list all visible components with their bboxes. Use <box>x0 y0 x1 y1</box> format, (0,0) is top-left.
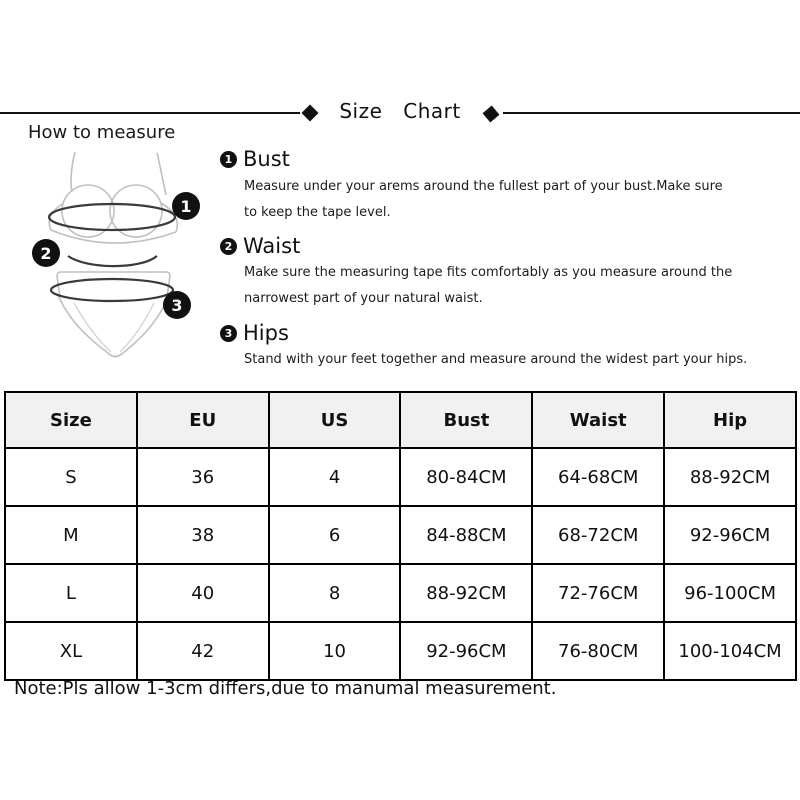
table-row-l <box>5 564 796 622</box>
badge-3-icon <box>163 291 191 319</box>
table-cell: 10 <box>269 622 401 680</box>
page-title: Size Chart <box>339 99 461 123</box>
waist-description <box>244 260 732 312</box>
how-to-measure-heading: How to measure <box>28 122 176 143</box>
hips-description <box>244 347 747 373</box>
column-header-bust: Bust <box>400 392 532 448</box>
column-header-hip: Hip <box>664 392 796 448</box>
table-cell: 76-80CM <box>532 622 664 680</box>
hips-description-line: Stand with your feet together and measure around the widest part your hips. <box>244 352 748 367</box>
table-cell: 72-76CM <box>532 564 664 622</box>
note-text: Note:Pls allow 1-3cm differs,due to manumal measurement. <box>14 678 557 699</box>
table-cell: 92-96CM <box>664 506 796 564</box>
hips-section-heading <box>220 320 289 346</box>
table-cell: 88-92CM <box>664 448 796 506</box>
column-header-size: Size <box>5 392 137 448</box>
table-row-m <box>5 506 796 564</box>
table-cell: XL <box>5 622 137 680</box>
bottom-outline <box>123 295 169 353</box>
bust-description-line: Measure under your arems around the fullest part of your bust.Make sure <box>244 179 723 194</box>
waist-tape-line <box>68 256 157 266</box>
table-cell: 42 <box>137 622 269 680</box>
bust-number-badge-icon: 1 <box>220 151 237 168</box>
column-header-us: US <box>269 392 401 448</box>
table-cell: 4 <box>269 448 401 506</box>
bust-section-heading <box>220 146 290 172</box>
table-cell: 96-100CM <box>664 564 796 622</box>
table-cell: 68-72CM <box>532 506 664 564</box>
hips-heading-label: Hips <box>243 321 289 345</box>
waist-number-badge-icon: 2 <box>220 238 237 255</box>
column-header-eu: EU <box>137 392 269 448</box>
bust-heading-label: Bust <box>243 147 290 171</box>
badge-1-icon <box>172 192 200 220</box>
svg-text:1: 1 <box>180 197 192 216</box>
svg-text:2: 2 <box>40 244 52 263</box>
svg-text:3: 3 <box>171 296 183 315</box>
hips-number-badge-icon: 3 <box>220 325 237 342</box>
table-cell: 100-104CM <box>664 622 796 680</box>
table-cell: 38 <box>137 506 269 564</box>
bottom-outline <box>108 353 123 357</box>
table-cell: S <box>5 448 137 506</box>
table-cell: 88-92CM <box>400 564 532 622</box>
hip-tape-line <box>51 279 173 301</box>
bottom-band-outline <box>57 272 170 297</box>
bra-strap-line <box>157 153 166 195</box>
waist-description-line: narrowest part of your natural waist. <box>244 291 483 306</box>
table-cell: 36 <box>137 448 269 506</box>
bust-description <box>244 174 723 226</box>
header-divider-line <box>503 112 800 114</box>
table-cell: M <box>5 506 137 564</box>
table-cell: 40 <box>137 564 269 622</box>
size-table-header-row <box>5 392 796 448</box>
size-table <box>4 391 797 681</box>
bra-strap-line <box>71 152 75 192</box>
diamond-icon <box>483 106 500 123</box>
badge-2-icon <box>32 239 60 267</box>
waist-description-line: Make sure the measuring tape fits comfortably as you measure around the <box>244 265 733 280</box>
table-cell: 80-84CM <box>400 448 532 506</box>
column-header-waist: Waist <box>532 392 664 448</box>
table-cell: 6 <box>269 506 401 564</box>
table-cell: 92-96CM <box>400 622 532 680</box>
table-cell: 8 <box>269 564 401 622</box>
table-cell: 64-68CM <box>532 448 664 506</box>
table-cell: 84-88CM <box>400 506 532 564</box>
waist-section-heading <box>220 233 300 259</box>
bust-tape-line <box>49 204 175 230</box>
table-row-s <box>5 448 796 506</box>
table-row-xl <box>5 622 796 680</box>
bottom-outline <box>58 295 108 353</box>
header-divider-line <box>0 112 300 114</box>
table-cell: L <box>5 564 137 622</box>
measurement-illustration <box>20 145 225 385</box>
bra-band-line <box>51 230 176 243</box>
bust-description-line: to keep the tape level. <box>244 205 391 220</box>
diamond-icon <box>302 105 319 122</box>
waist-heading-label: Waist <box>243 234 301 258</box>
